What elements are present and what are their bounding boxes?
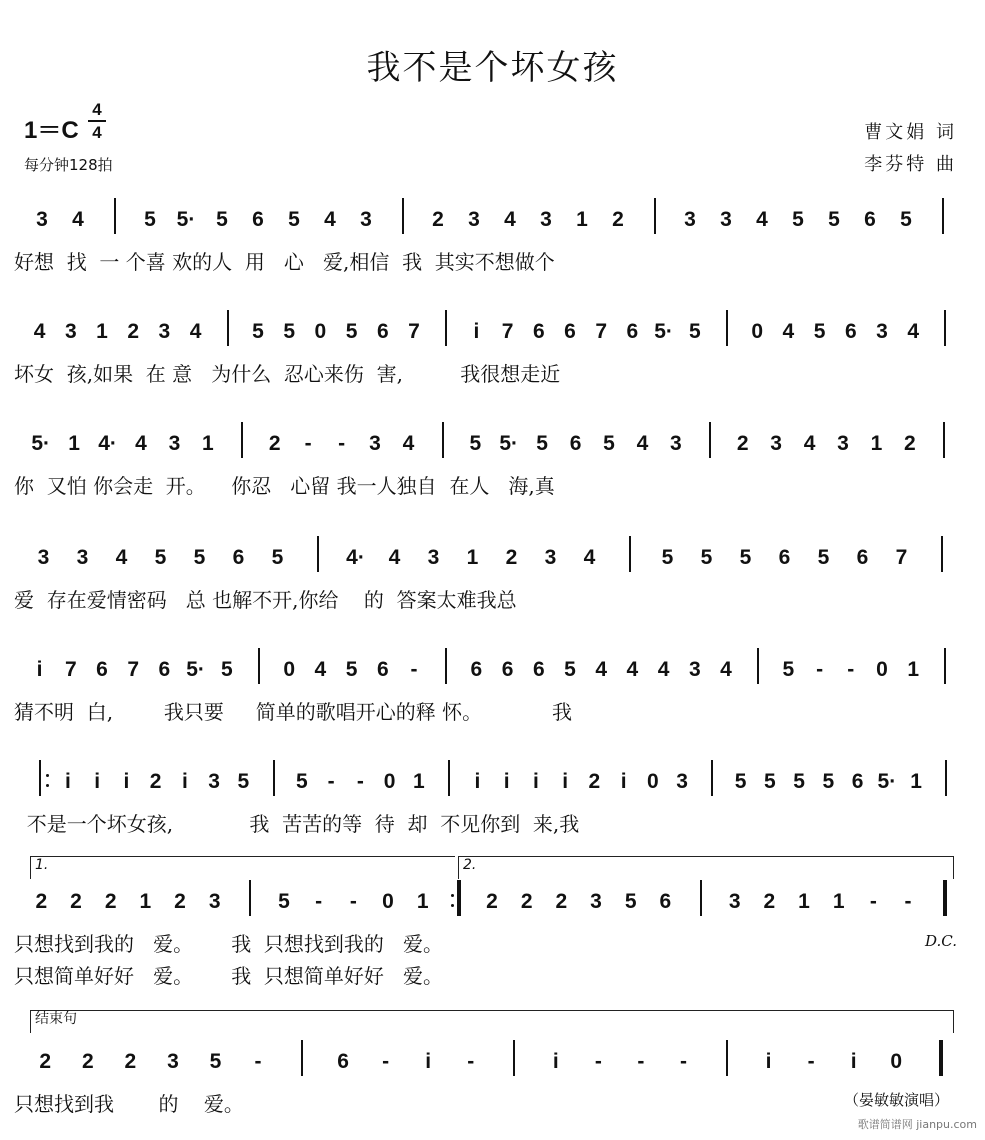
note: 2 [736,432,749,455]
note: 3 [684,208,696,231]
barline [39,760,41,796]
tempo-marking: 每分钟128拍 [24,156,113,174]
note: 3 [728,890,741,913]
barline [944,310,946,346]
note: i [562,770,569,793]
note: 6 [532,658,545,681]
barline [402,198,404,234]
barline [227,310,229,346]
note: 3 [168,432,181,455]
barline [317,536,319,572]
key-signature: 1＝C [24,117,79,144]
note: 3 [676,770,688,793]
lyrics-line: 只想找到我 的 爱。 [14,1092,244,1116]
note: - [382,1050,390,1073]
note: 5 [813,320,826,343]
note: 4 [636,432,649,455]
note: 5 [220,658,233,681]
barline [726,310,728,346]
note: - [410,658,418,681]
note: - [304,432,312,455]
note: 2 [127,320,140,343]
note: 3 [36,208,48,231]
barline [939,1040,943,1076]
note: 5· [186,658,205,681]
note: 1 [139,890,152,913]
note: 4 [314,658,327,681]
lyricist-credit: 曹文娟 词 [864,122,957,143]
note: i [850,1050,857,1073]
note: - [869,890,877,913]
note: i [532,770,539,793]
note: 2 [268,432,281,455]
note: 5 [603,432,615,455]
note: 7 [408,320,420,343]
note: 5 [564,658,576,681]
note: 3 [76,546,89,569]
lyrics-line: 爱 存在爱情密码 总 也解不开,你给 的 答案太难我总 [14,588,517,612]
note: - [816,658,824,681]
note: 4 [402,432,415,455]
note: 6 [626,320,639,343]
staff-line [0,857,985,988]
note: 2 [612,208,624,231]
note: i [64,770,71,793]
note: 6 [376,658,389,681]
note: 1 [832,890,845,913]
note: 5 [296,770,308,793]
note: i [425,1050,432,1073]
note: 4 [626,658,639,681]
lyrics-line: 好想 找 一 个喜 欢的人 用 心 爱,相信 我 其实不想做个 [14,250,555,274]
note: 3 [167,1050,179,1073]
note: - [254,1050,262,1073]
barline [726,1040,728,1076]
note: 0 [314,320,327,343]
note: 5 [828,208,840,231]
note: 1 [416,890,429,913]
watermark: 歌谱简谱网 jianpu.com [857,1118,977,1131]
barline [258,648,260,684]
note: 6 [96,658,108,681]
note: 5· [499,432,519,455]
note: i [123,770,130,793]
note: 1 [870,432,883,455]
note: 6 [376,320,389,343]
note: 4· [98,432,117,455]
note: 2 [70,890,82,913]
note: 3 [360,208,372,231]
note: 2 [763,890,776,913]
note: 7 [595,320,608,343]
note: 5 [271,546,284,569]
note: - [594,1050,602,1073]
note: 6 [864,208,876,231]
performer-credit: （晏敏敏演唱） [843,1091,949,1109]
note: 5 [624,890,637,913]
note: 2 [124,1050,137,1073]
note: 5 [237,770,250,793]
note: 5 [700,546,713,569]
note: - [637,1050,645,1073]
lyrics-line: 坏女 孩,如果 在 意 为什么 忍心来伤 害, 我很想走近 [14,362,561,386]
barline [654,198,656,234]
note: 2 [432,208,444,231]
note: i [552,1050,559,1073]
note: 4 [595,658,608,681]
note: 5 [661,546,674,569]
note: 4 [756,208,768,231]
note: 6 [158,658,171,681]
note: 6 [232,546,245,569]
note: 4 [657,658,670,681]
note: 5 [193,546,206,569]
note: 4 [135,432,147,455]
barline [273,760,275,796]
barline [943,422,945,458]
note: 5 [252,320,264,343]
note: 6 [252,208,264,231]
staff-line [0,638,985,733]
note: 3 [208,890,221,913]
note: 0 [876,658,888,681]
staff-line [0,188,985,283]
note: 6 [501,658,514,681]
note: 1 [202,432,214,455]
note: 3 [427,546,440,569]
lyrics-line-2: 只想简单好好 爱。 我 只想简单好好 爱。 [14,964,444,988]
note: 1 [466,546,479,569]
barline [709,422,711,458]
time-signature-top: 4 [92,100,102,119]
note: 6 [778,546,791,569]
note: - [904,890,912,913]
lyrics-line: 不是一个坏女孩, 我 苦苦的等 待 却 不见你到 来,我 [14,812,580,836]
note: 2 [520,890,533,913]
composer-credit: 李芬特 曲 [864,154,957,175]
second-ending: 2. [458,856,954,879]
barline [941,536,943,572]
note: 4 [189,320,202,343]
barline [943,880,947,916]
note: i [503,770,510,793]
barline [944,648,946,684]
note: 7 [895,546,908,569]
barline [942,198,944,234]
note: 2 [81,1050,94,1073]
note: 3 [369,432,381,455]
note: 5 [734,770,747,793]
note: 0 [751,320,764,343]
note: 5 [278,890,290,913]
note: 4 [33,320,46,343]
barline [445,648,447,684]
note: 3 [720,208,732,231]
note: 1 [910,770,922,793]
note: 4 [583,546,596,569]
note: 4 [72,208,84,231]
lyrics-line: 你 又怕 你会走 开。 你忍 心留 我一人独自 在人 海,真 [14,474,555,498]
note: 5 [288,208,300,231]
song-title: 我不是个坏女孩 [366,48,619,88]
ending-label: 结束句 [30,1010,954,1033]
barline [249,880,251,916]
barline [114,198,116,234]
note: 5 [345,658,358,681]
barline [448,760,450,796]
note: 1 [576,208,588,231]
first-ending: 1. [30,856,455,879]
staff-line [0,412,985,507]
note: 0 [383,770,396,793]
note: 1 [96,320,108,343]
barline [442,422,444,458]
note: 0 [283,658,296,681]
note: 1 [798,890,810,913]
staff-line [0,526,985,621]
note: 2 [588,770,601,793]
note: 6 [337,1050,349,1073]
note: - [807,1050,815,1073]
note: 2 [486,890,498,913]
note: 3 [688,658,701,681]
note: 5· [877,770,897,793]
barline [629,536,631,572]
note: i [181,770,188,793]
note: 2 [104,890,117,913]
note: 3 [208,770,220,793]
note: - [356,770,364,793]
note: 5 [793,770,805,793]
note: 1 [68,432,80,455]
note: - [847,658,855,681]
note: 6 [851,770,864,793]
note: 5 [536,432,548,455]
note: 4 [803,432,816,455]
note: 0 [382,890,394,913]
staff-line [0,1011,985,1125]
da-capo: D.C. [925,932,957,950]
staff-line [0,750,985,845]
note: 5 [283,320,296,343]
time-signature-bottom: 4 [92,123,102,142]
note: 6 [569,432,582,455]
note: 6 [532,320,545,343]
barline [513,1040,515,1076]
note: 5 [345,320,358,343]
note: i [765,1050,772,1073]
note: 3 [158,320,171,343]
note: 5 [900,208,912,231]
note: 6 [856,546,869,569]
note: 4 [388,546,401,569]
barline [445,310,447,346]
time-signature [88,100,106,142]
note: 5 [144,208,156,231]
staff-line [0,300,985,395]
note: 6 [564,320,576,343]
note: 2 [555,890,568,913]
note: 4 [782,320,795,343]
note: 5 [469,432,482,455]
note: 5 [764,770,776,793]
barline [700,880,702,916]
note: 4 [720,658,732,681]
note: i [620,770,627,793]
note: 5· [31,432,51,455]
note: 6 [844,320,857,343]
note: 3 [837,432,849,455]
note: 5 [209,1050,222,1073]
note: 3 [468,208,480,231]
note: 1 [413,770,425,793]
note: 2 [904,432,916,455]
note: 4 [324,208,336,231]
note: 4 [504,208,516,231]
note: 3 [770,432,782,455]
note: 3 [37,546,50,569]
note: 5· [654,320,673,343]
note: - [327,770,335,793]
note: 5 [216,208,228,231]
note: 4· [346,546,365,569]
note: 5 [688,320,701,343]
note: 4 [115,546,128,569]
note: 7 [501,320,514,343]
note: 2 [39,1050,52,1073]
note: - [338,432,346,455]
barline [457,880,461,916]
barline [241,422,243,458]
note: 2 [35,890,48,913]
note: i [473,320,480,343]
note: - [315,890,323,913]
note: i [94,770,101,793]
note: 4 [907,320,920,343]
note: 5 [782,658,795,681]
barline [945,760,947,796]
note: 0 [647,770,659,793]
note: 6 [659,890,672,913]
note: 3 [590,890,602,913]
note: i [474,770,481,793]
note: 3 [64,320,77,343]
note: 5 [817,546,830,569]
note: 7 [64,658,77,681]
note: - [679,1050,687,1073]
note: i [36,658,43,681]
note: 0 [890,1050,903,1073]
note: 6 [470,658,483,681]
note: 5 [739,546,752,569]
note: 5 [792,208,804,231]
barline [757,648,759,684]
note: 2 [174,890,186,913]
note: 7 [127,658,140,681]
lyrics-line: 只想找到我的 爱。 我 只想找到我的 爱。 [14,932,444,956]
note: 1 [907,658,920,681]
lyrics-line: 猜不明 白, 我只要 简单的歌唱开心的释 怀。 我 [14,700,573,724]
note: 3 [544,546,557,569]
note: - [467,1050,475,1073]
note: 5· [176,208,196,231]
note: 3 [670,432,682,455]
note: 5 [154,546,167,569]
note: 2 [149,770,162,793]
note: 2 [505,546,518,569]
note: 5 [822,770,835,793]
note: 3 [540,208,552,231]
barline [711,760,713,796]
note: 3 [876,320,888,343]
barline [301,1040,303,1076]
note: - [349,890,357,913]
